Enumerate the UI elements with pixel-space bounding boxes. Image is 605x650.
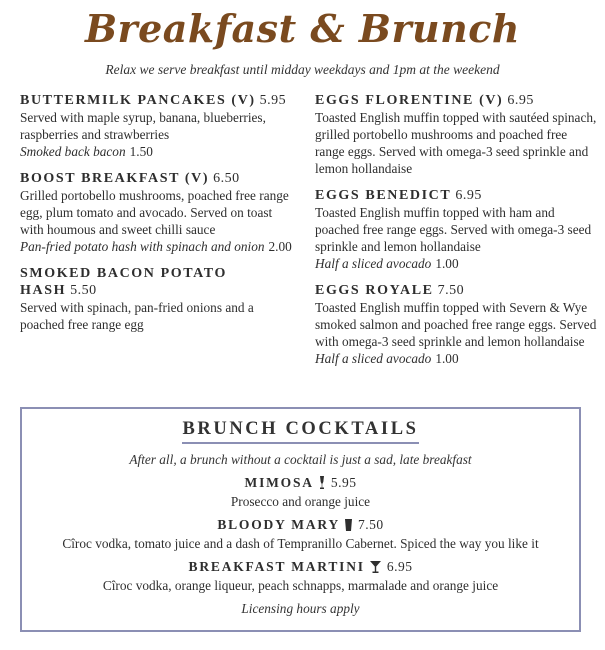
cocktail-name: BREAKFAST MARTINI: [188, 559, 365, 574]
item-description: Toasted English muffin topped with ham and poached free range eggs. Served with omega-3 seed sprinkle and lemon hollandaise: [315, 205, 592, 254]
extra-label: Smoked back bacon: [20, 144, 126, 159]
item-description: Toasted English muffin topped with Severn & Wye smoked salmon and poached free range eggs. Served with omega-3 seed sprinkle and lemon hollandaise: [315, 300, 597, 349]
extra-label: Half a sliced avocado: [315, 351, 432, 366]
menu-item: [315, 187, 600, 272]
item-name: EGGS ROYALE: [315, 283, 434, 298]
item-price: 6.50: [213, 171, 240, 186]
cocktail-description: Cîroc vodka, tomato juice and a dash of Tempranillo Cabernet. Spiced the way you like it: [62, 536, 539, 551]
cocktail-price: 6.95: [386, 559, 413, 574]
left-column: [20, 92, 295, 343]
menu-item: [315, 92, 600, 177]
item-name: BUTTERMILK PANCAKES (V): [20, 93, 256, 108]
item-extra: [315, 350, 600, 367]
flute-glass-icon: [319, 476, 325, 493]
cocktail-description: Cîroc vodka, orange liqueur, peach schnapps, marmalade and orange juice: [102, 578, 499, 593]
menu-item: [315, 282, 600, 367]
item-price: 6.95: [455, 188, 482, 203]
cocktails-title: BRUNCH COCKTAILS: [182, 419, 418, 444]
item-name: EGGS BENEDICT: [315, 188, 452, 203]
cocktail-item: [22, 558, 579, 594]
item-name: BOOST BREAKFAST (V): [20, 171, 210, 186]
item-extra: [315, 255, 600, 272]
item-description: Toasted English muffin topped with sautéed spinach, grilled portobello mushrooms and poached free range eggs. Served with omega-3 seed sprinkle and lemon hollandaise: [315, 110, 597, 176]
cocktail-item: [22, 474, 579, 510]
item-price: 5.95: [259, 93, 287, 108]
cocktail-price: 5.95: [330, 475, 357, 490]
cocktails-subtitle: After all, a brunch without a cocktail is just a sad, late breakfast: [129, 452, 472, 467]
cocktail-description: Prosecco and orange juice: [230, 494, 371, 509]
item-price: 6.95: [507, 93, 534, 108]
cocktail-name: MIMOSA: [244, 475, 314, 490]
item-extra: [20, 143, 295, 160]
extra-label: Pan-fried potato hash with spinach and onion: [20, 239, 265, 254]
cocktail-price: 7.50: [358, 517, 384, 532]
licensing-note: Licensing hours apply: [241, 601, 360, 616]
menu-item: [20, 265, 295, 333]
cocktail-name: BLOODY MARY: [217, 517, 341, 532]
item-name: SMOKED BACON POTATO HASH: [20, 266, 227, 298]
right-column: [315, 92, 600, 377]
item-description: Served with spinach, pan-fried onions and a poached free range egg: [20, 300, 254, 332]
item-extra: [20, 238, 295, 255]
cocktails-box: [20, 407, 581, 632]
cocktail-item: [22, 516, 579, 552]
item-name: EGGS FLORENTINE (V): [315, 93, 504, 108]
item-price: 5.50: [70, 283, 97, 298]
menu-item: [20, 170, 295, 255]
menu-title: Breakfast & Brunch: [84, 6, 521, 51]
extra-price: 2.00: [268, 239, 292, 254]
extra-label: Half a sliced avocado: [315, 256, 432, 271]
item-price: 7.50: [437, 283, 465, 298]
extra-price: 1.00: [435, 256, 459, 271]
martini-glass-icon: [370, 560, 381, 577]
item-description: Served with maple syrup, banana, blueberries, raspberries and strawberries: [20, 110, 266, 142]
menu-item: [20, 92, 295, 160]
extra-price: 1.00: [435, 351, 459, 366]
item-description: Grilled portobello mushrooms, poached free range egg, plum tomato and avocado. Served on toast with houmous and sweet chilli sauce: [20, 188, 289, 237]
menu-subtitle: Relax we serve breakfast until midday weekdays and 1pm at the weekend: [105, 62, 500, 77]
highball-glass-icon: [345, 518, 352, 535]
extra-price: 1.50: [129, 144, 153, 159]
